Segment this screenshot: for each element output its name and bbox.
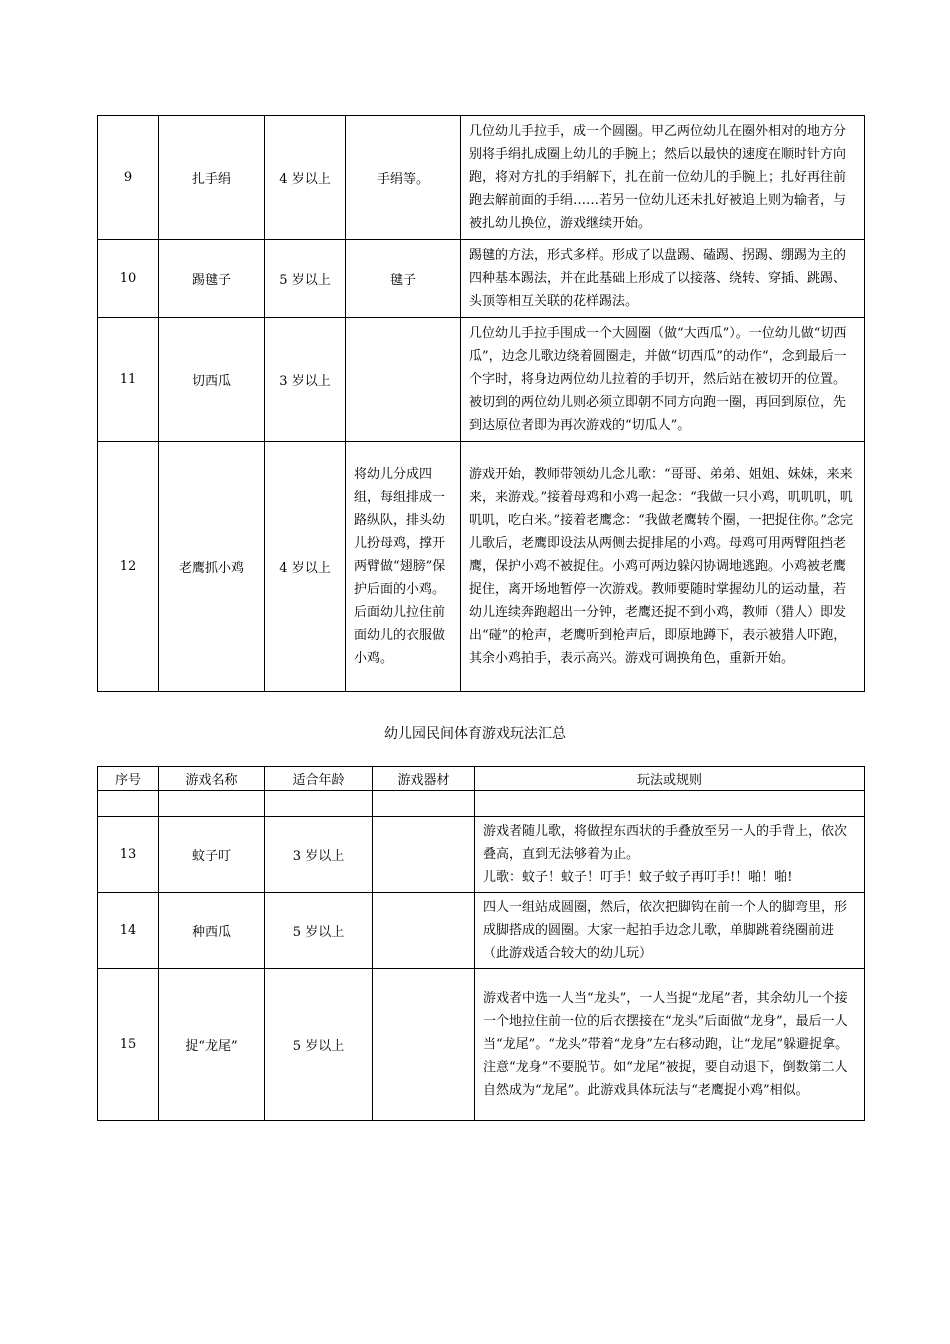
game-rules: 踢毽的方法，形式多样。形成了以盘踢、磕踢、拐踢、绷踢为主的四种基本踢法，并在此基础上形成了以接落、绕转、穿插、跳踢、头顶等相互关联的花样踢法。 [461,240,865,318]
game-rules: 几位幼儿手拉手围成一个大圆圈（做“大西瓜”）。一位幼儿做“切西瓜”，边念儿歌边绕着圆圈走，并做“切西瓜”的动作“，念到最后一个字时，将身边两位幼儿拉着的手切开，然后站在被切开的位置。被切到的两位幼儿则必须立即朝不同方向跑一圈，再回到原位，先到达原位者即为再次游戏的“切瓜人”。 [461,318,865,442]
game-equipment: 将幼儿分成四组，每组排成一路纵队，排头幼儿扮母鸡，撑开两臂做“翅膀”保护后面的小鸡。后面幼儿拉住前面幼儿的衣服做小鸡。 [346,442,461,692]
game-equipment [346,318,461,442]
table-row [98,318,865,442]
table-row [98,442,865,692]
game-equipment: 毽子 [346,240,461,318]
empty-cell [373,791,475,817]
suitable-age: 5 岁以上 [265,969,373,1121]
row-number: 9 [98,116,159,240]
game-equipment: 手绢等。 [346,116,461,240]
game-rules: 几位幼儿手拉手，成一个圆圈。甲乙两位幼儿在圈外相对的地方分别将手绢扎成圈上幼儿的手腕上；然后以最快的速度在顺时针方向跑，将对方扎的手绢解下，扎在前一位幼儿的手腕上；扎好再往前跑去解前面的手绢……若另一位幼儿还未扎好被追上则为输者，与被扎幼儿换位，游戏继续开始。 [461,116,865,240]
table-row [98,969,865,1121]
game-rules-text: 游戏者随儿歌，将做捏东西状的手叠放至另一人的手背上，依次叠高，直到无法够着为止。 [483,824,848,862]
games-table-continued [97,115,865,692]
row-number: 10 [98,240,159,318]
game-rules: 游戏开始，教师带领幼儿念儿歌：“哥哥、弟弟、姐姐、妹妹，来来来，来游戏。”接着母鸡和小鸡一起念：“我做一只小鸡，叽叽叽，叽叽叽，吃白米。”接着老鹰念：“我做老鹰转个圈，一把捉住你。”念完儿歌后，老鹰即设法从两侧去捉排尾的小鸡。母鸡可用两臂阻挡老鹰，保护小鸡不被捉住。小鸡可两边躲闪协调地逃跑。小鸡被老鹰捉住，离开场地暂停一次游戏。教师要随时掌握幼儿的运动量，若幼儿连续奔跑超出一分钟，老鹰还捉不到小鸡，教师（猎人）即发出“碰”的枪声，老鹰听到枪声后，即原地蹲下，表示被猎人吓跑，其余小鸡拍手，表示高兴。游戏可调换角色，重新开始。 [461,442,865,692]
header-row [98,767,865,791]
empty-cell [98,791,159,817]
table-row [98,116,865,240]
suitable-age: 3 岁以上 [265,318,346,442]
empty-cell [475,791,865,817]
game-rules [475,817,865,893]
header-equipment: 游戏器材 [373,767,475,791]
game-rules: 四人一组站成圆圈，然后，依次把脚钩在前一个人的脚弯里，形成脚搭成的圆圈。大家一起拍手边念儿歌，单脚跳着绕圈前进（此游戏适合较大的幼儿玩） [475,893,865,969]
empty-cell [159,791,265,817]
table-title: 幼儿园民间体育游戏玩法汇总 [384,726,566,742]
game-name: 种西瓜 [159,893,265,969]
header-rules: 玩法或规则 [475,767,865,791]
game-equipment [373,817,475,893]
header-age: 适合年龄 [265,767,373,791]
suitable-age: 4 岁以上 [265,442,346,692]
empty-row [98,791,865,817]
suitable-age: 5 岁以上 [265,893,373,969]
suitable-age: 3 岁以上 [265,817,373,893]
game-name: 蚊子叮 [159,817,265,893]
table-row [98,240,865,318]
row-number: 14 [98,893,159,969]
game-equipment [373,893,475,969]
table-row [98,817,865,893]
game-name: 踢毽子 [159,240,265,318]
suitable-age: 5 岁以上 [265,240,346,318]
header-name: 游戏名称 [159,767,265,791]
nursery-rhyme: 儿歌：蚊子！蚊子！叮手！蚊子蚊子再叮手!！啪！啪! [483,870,793,885]
game-name: 切西瓜 [159,318,265,442]
game-name: 老鹰抓小鸡 [159,442,265,692]
row-number: 13 [98,817,159,893]
empty-cell [265,791,373,817]
game-equipment [373,969,475,1121]
game-rules: 游戏者中选一人当“龙头”，一人当捉“龙尾”者，其余幼儿一个接一个地拉住前一位的后衣摆接在“龙头”后面做“龙身”，最后一人当“龙尾”。“龙头”带着“龙身”左右移动跑，让“龙尾”躲避捉拿。注意“龙身”不要脱节。如“龙尾”被捉，要自动退下，倒数第二人自然成为“龙尾”。此游戏具体玩法与“老鹰捉小鸡”相似。 [475,969,865,1121]
suitable-age: 4 岁以上 [265,116,346,240]
row-number: 15 [98,969,159,1121]
game-name: 捉“龙尾” [159,969,265,1121]
row-number: 11 [98,318,159,442]
header-no: 序号 [98,767,159,791]
row-number: 12 [98,442,159,692]
table-row [98,893,865,969]
games-summary-table [97,766,865,1121]
game-name: 扎手绢 [159,116,265,240]
